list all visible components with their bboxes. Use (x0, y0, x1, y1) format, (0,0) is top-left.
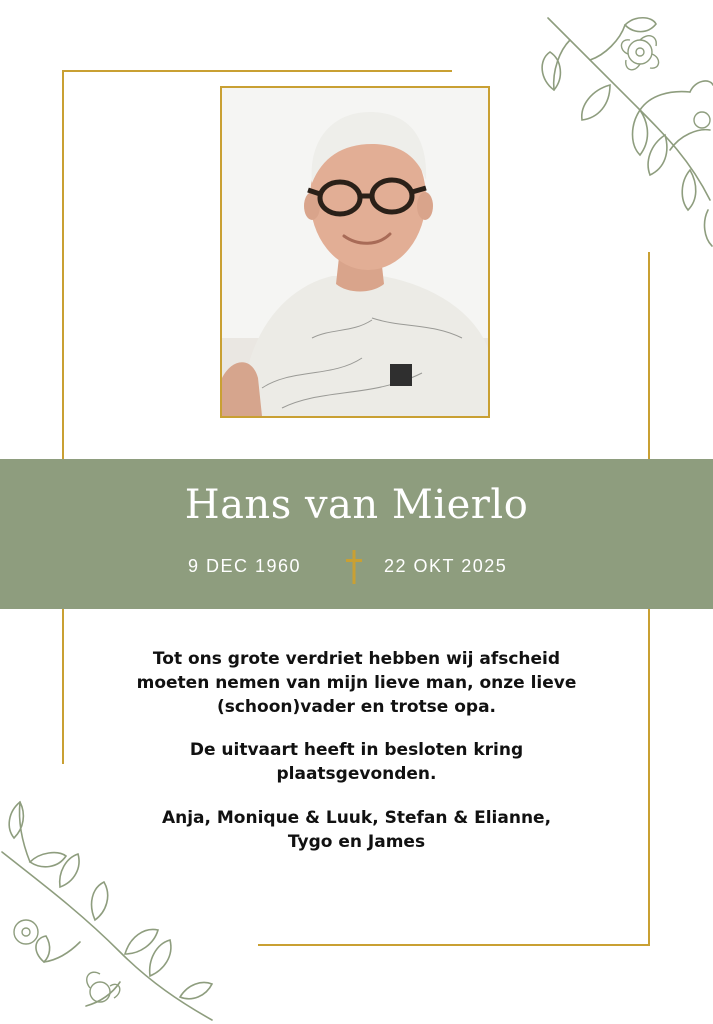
family-names (90, 806, 623, 854)
frame-line-left (62, 70, 64, 459)
date-of-death: 22 OKT 2025 (384, 556, 508, 576)
floral-branch-icon (530, 10, 713, 250)
funeral-line: plaatsgevonden. (276, 764, 437, 784)
funeral-line: De uitvaart heeft in besloten kring (189, 740, 524, 760)
family-line: Tygo en James (287, 832, 426, 852)
frame-line-right-lower (648, 609, 650, 946)
deceased-name: Hans van Mierlo (184, 482, 529, 528)
family-line: Anja, Monique & Luuk, Stefan & Elianne, (161, 808, 552, 828)
message-line: (schoon)vader en trotse opa. (216, 697, 497, 717)
portrait-photo (220, 86, 490, 418)
date-of-birth: 9 DEC 1960 (188, 556, 302, 576)
message-line: moeten nemen van mijn lieve man, onze lieve (136, 673, 577, 693)
message-line: Tot ons grote verdriet hebben wij afscheid (152, 649, 561, 669)
frame-line-bottom (258, 944, 650, 946)
condolence-message (90, 647, 623, 719)
frame-line-top (62, 70, 452, 72)
funeral-notice (90, 738, 623, 786)
frame-line-right (648, 252, 650, 459)
cross-icon (344, 550, 364, 584)
frame-line-left-lower (62, 609, 64, 764)
